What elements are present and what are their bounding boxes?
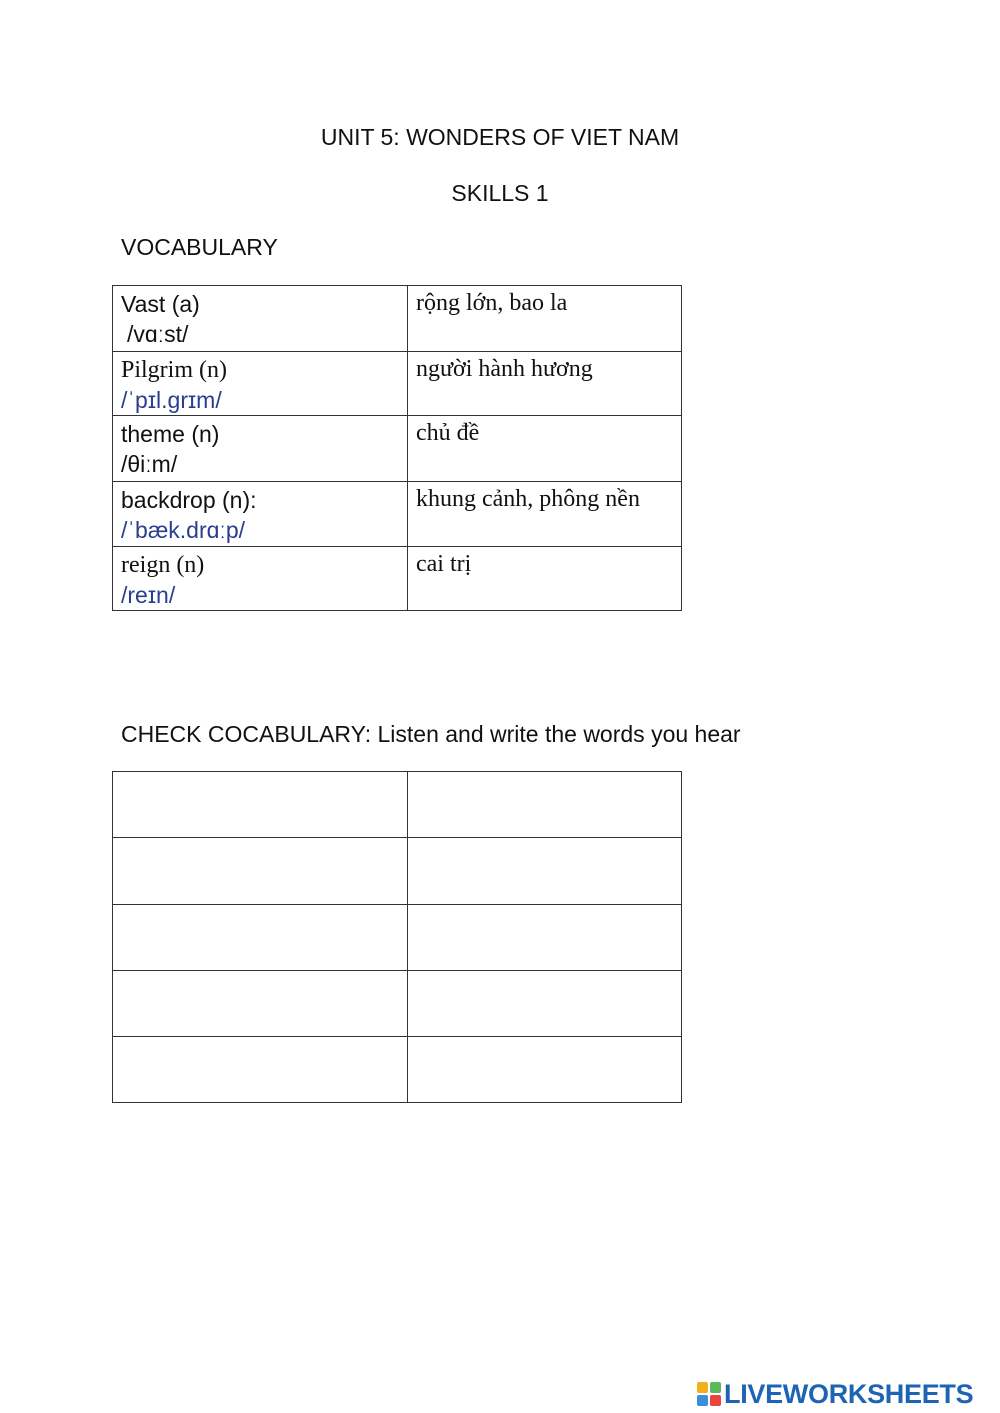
answer-cell[interactable] bbox=[408, 971, 682, 1037]
meaning-cell bbox=[408, 547, 682, 611]
logo-square bbox=[697, 1395, 708, 1406]
table-row bbox=[113, 416, 682, 482]
meaning-cell bbox=[408, 482, 682, 547]
table-row bbox=[113, 905, 682, 971]
table-row bbox=[113, 838, 682, 905]
answer-cell[interactable] bbox=[408, 772, 682, 838]
logo-square bbox=[697, 1382, 708, 1393]
vocab-meaning: người hành hương bbox=[416, 356, 593, 382]
section-title: SKILLS 1 bbox=[451, 180, 549, 206]
liveworksheets-logo-icon bbox=[697, 1382, 721, 1406]
check-vocabulary-instruction: CHECK COCABULARY: Listen and write the words you hear bbox=[121, 721, 741, 747]
answer-cell[interactable] bbox=[113, 971, 408, 1037]
word-cell bbox=[113, 547, 408, 611]
vocab-ipa: /ˈpɪl.ɡrɪm/ bbox=[121, 387, 222, 413]
vocab-meaning: chủ đề bbox=[416, 420, 480, 446]
word-cell bbox=[113, 482, 408, 547]
meaning-cell bbox=[408, 416, 682, 482]
word-cell bbox=[113, 416, 408, 482]
answer-cell[interactable] bbox=[408, 1037, 682, 1103]
logo-square bbox=[710, 1382, 721, 1393]
vocab-meaning: khung cảnh, phông nền bbox=[416, 486, 640, 512]
vocab-word: reign (n) bbox=[121, 552, 205, 578]
answer-cell[interactable] bbox=[113, 838, 408, 905]
answer-cell[interactable] bbox=[113, 905, 408, 971]
vocab-ipa: /reɪn/ bbox=[121, 582, 176, 608]
table-row bbox=[113, 547, 682, 611]
logo-square bbox=[710, 1395, 721, 1406]
unit-title: UNIT 5: WONDERS OF VIET NAM bbox=[320, 124, 680, 150]
vocab-word: Vast (a) bbox=[121, 291, 200, 317]
table-row bbox=[113, 772, 682, 838]
meaning-cell bbox=[408, 352, 682, 416]
answer-cell[interactable] bbox=[113, 1037, 408, 1103]
meaning-cell bbox=[408, 286, 682, 352]
table-row bbox=[113, 482, 682, 547]
table-row bbox=[113, 286, 682, 352]
word-cell bbox=[113, 352, 408, 416]
answer-table bbox=[112, 771, 682, 1103]
table-row bbox=[113, 352, 682, 416]
answer-cell[interactable] bbox=[113, 772, 408, 838]
vocab-ipa: /θiːm/ bbox=[121, 451, 178, 477]
vocab-meaning: cai trị bbox=[416, 551, 472, 577]
vocab-ipa: /ˈbæk.drɑːp/ bbox=[121, 517, 245, 543]
vocab-word: theme (n) bbox=[121, 421, 220, 447]
brand-name: LIVEWORKSHEETS bbox=[724, 1378, 974, 1409]
table-row bbox=[113, 1037, 682, 1103]
liveworksheets-logo bbox=[697, 1377, 973, 1411]
table-row bbox=[113, 971, 682, 1037]
vocabulary-heading: VOCABULARY bbox=[121, 234, 278, 260]
vocab-word: backdrop (n): bbox=[121, 487, 257, 513]
vocab-word: Pilgrim (n) bbox=[121, 357, 227, 383]
vocabulary-table bbox=[112, 285, 682, 611]
vocab-meaning: rộng lớn, bao la bbox=[416, 290, 568, 316]
answer-cell[interactable] bbox=[408, 905, 682, 971]
answer-cell[interactable] bbox=[408, 838, 682, 905]
word-cell bbox=[113, 286, 408, 352]
vocab-ipa: /vɑːst/ bbox=[127, 321, 189, 347]
